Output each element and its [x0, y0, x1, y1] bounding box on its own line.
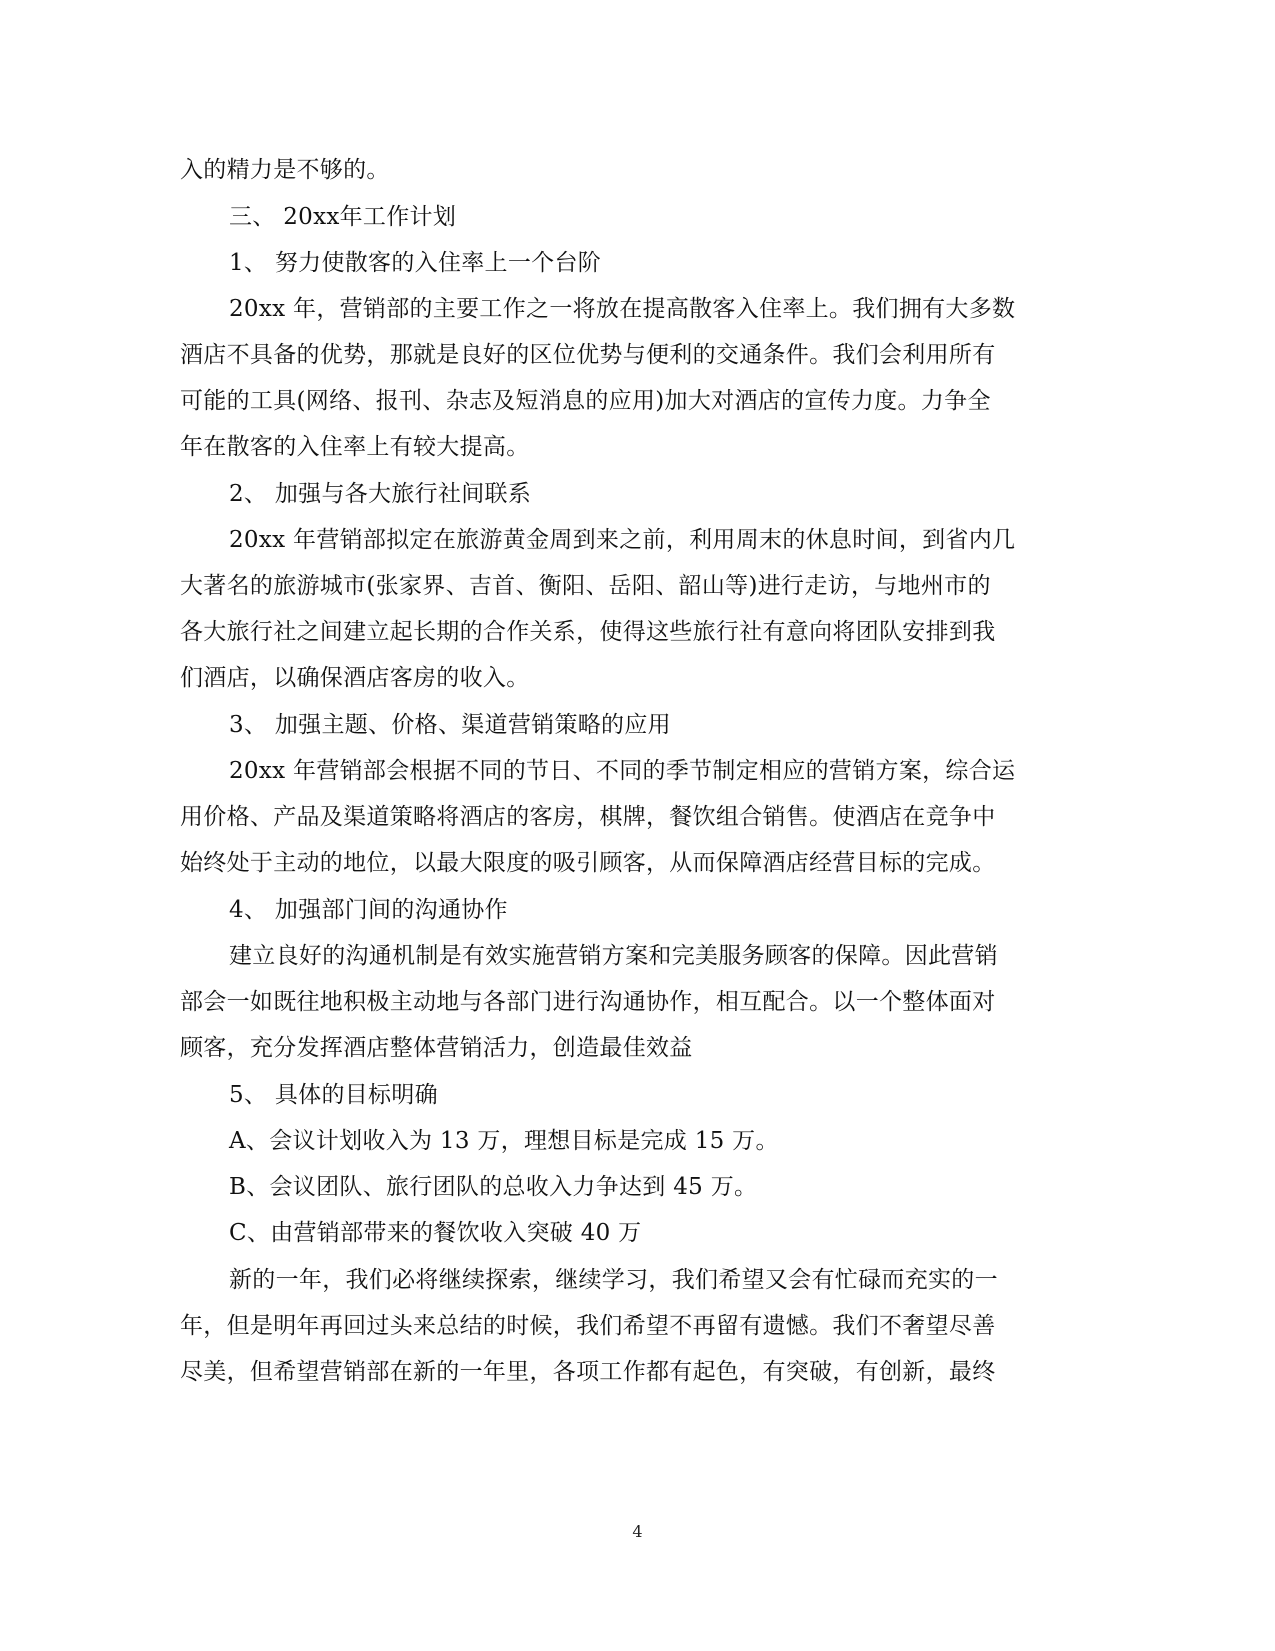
text-line: 入的精力是不够的。 — [180, 157, 390, 183]
page-number: 4 — [632, 1522, 643, 1541]
text-line: 部会一如既往地积极主动地与各部门进行沟通协作，相互配合。以一个整体面对 — [180, 989, 996, 1015]
text-line: 年在散客的入住率上有较大提高。 — [180, 434, 530, 460]
text-line: 们酒店，以确保酒店客房的收入。 — [180, 665, 530, 691]
text-line: 各大旅行社之间建立起长期的合作关系，使得这些旅行社有意向将团队安排到我 — [180, 619, 996, 645]
subheading: 4、 加强部门间的沟通协作 — [229, 897, 508, 923]
text-line: 始终处于主动的地位，以最大限度的吸引顾客，从而保障酒店经营目标的完成。 — [180, 850, 996, 876]
subheading: 5、 具体的目标明确 — [229, 1082, 438, 1108]
text-line: 用价格、产品及渠道策略将酒店的客房，棋牌，餐饮组合销售。使酒店在竞争中 — [180, 804, 996, 830]
text-line: 新的一年，我们必将继续探索，继续学习，我们希望又会有忙碌而充实的一 — [229, 1267, 998, 1293]
section-heading: 三、 20xx年工作计划 — [229, 204, 457, 230]
subheading: 3、 加强主题、价格、渠道营销策略的应用 — [229, 712, 671, 738]
text-line: 酒店不具备的优势，那就是良好的区位优势与便利的交通条件。我们会利用所有 — [180, 342, 996, 368]
text-line: 建立良好的沟通机制是有效实施营销方案和完美服务顾客的保障。因此营销 — [229, 943, 998, 969]
subheading: 2、 加强与各大旅行社间联系 — [229, 481, 532, 507]
subheading: 1、 努力使散客的入住率上一个台阶 — [229, 250, 602, 276]
text-line: 尽美，但希望营销部在新的一年里，各项工作都有起色，有突破，有创新，最终 — [180, 1359, 996, 1385]
list-item: B、会议团队、旅行团队的总收入力争达到 45 万。 — [229, 1174, 758, 1200]
text-line: 顾客，充分发挥酒店整体营销活力，创造最佳效益 — [180, 1035, 693, 1061]
text-line: 大著名的旅游城市(张家界、吉首、衡阳、岳阳、韶山等)进行走访，与地州市的 — [180, 573, 991, 599]
text-line: 20xx 年营销部拟定在旅游黄金周到来之前，利用周末的休息时间，到省内几 — [229, 527, 1016, 553]
text-line: 20xx 年，营销部的主要工作之一将放在提高散客入住率上。我们拥有大多数 — [229, 296, 1016, 322]
text-line: 可能的工具(网络、报刊、杂志及短消息的应用)加大对酒店的宣传力度。力争全 — [180, 388, 991, 414]
text-line: 年，但是明年再回过头来总结的时候，我们希望不再留有遗憾。我们不奢望尽善 — [180, 1313, 996, 1339]
list-item: C、由营销部带来的餐饮收入突破 40 万 — [229, 1220, 642, 1246]
text-line: 20xx 年营销部会根据不同的节日、不同的季节制定相应的营销方案，综合运 — [229, 758, 1016, 784]
list-item: A、会议计划收入为 13 万，理想目标是完成 15 万。 — [229, 1128, 779, 1154]
